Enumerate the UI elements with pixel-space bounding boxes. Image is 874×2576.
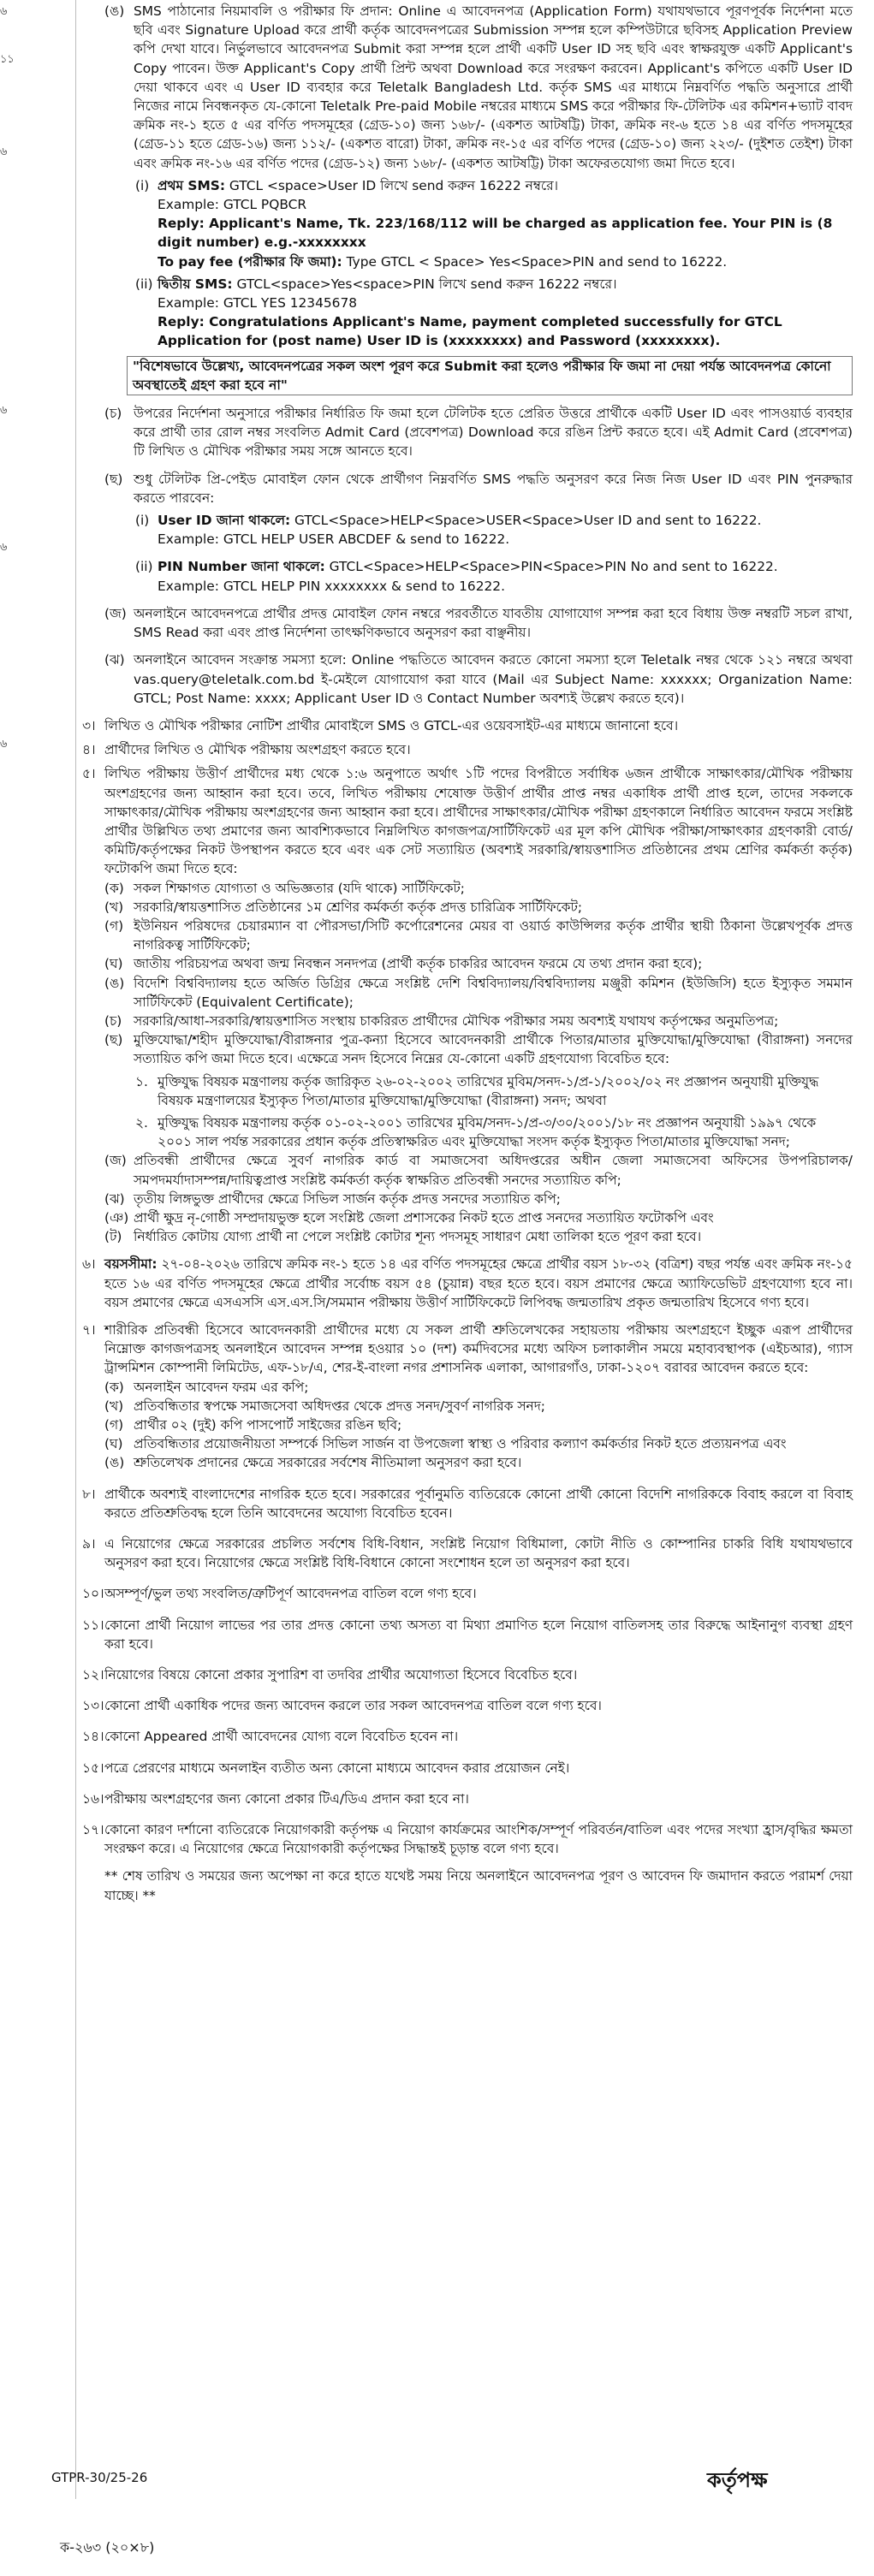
footnote: ** শেষ তারিখ ও সময়ের জন্য অপেক্ষা না করে হাতে যথেষ্ট সময় নিয়ে অনলাইনে আবেদনপত্র পূরণ ও আবেদন ফি জমাদান করতে পরামর্শ দেয়া যাচ্ছে। **: [104, 1868, 853, 1903]
item-number: ১৬।: [82, 1790, 104, 1807]
item-9: [82, 1534, 853, 1572]
doc-item: [104, 974, 853, 1012]
margin-mark: ১১: [0, 53, 15, 66]
step-number: (i): [135, 177, 150, 193]
item-text: কোনো Appeared প্রার্থী আবেদনের যোগ্য বলে বিবেচিত হবেন না।: [104, 1729, 459, 1745]
item-text: লিখিত ও মৌখিক পরীক্ষার নোটিশ প্রার্থীর মোবাইলে SMS ও GTCL-এর ওয়েবসাইট-এর মাধ্যমে জানানো হবে।: [104, 717, 679, 733]
item-4: [82, 740, 853, 759]
step-example: Example: GTCL YES 12345678: [158, 295, 358, 312]
item-number: ১১।: [82, 1617, 104, 1633]
doc-item-text: প্রতিবন্ধী প্রার্থীদের ক্ষেত্রে সুবর্ণ নাগরিক কার্ড বা সমাজসেবা অধিদপ্তরের অধীন জেলা সমাজসেবা অফিসের উপপরিচালক/সমপদমর্যাদাসম্পন্ন/দায়িত্বপ্রাপ্ত সংশ্লিষ্ট কর্মকর্তা কর্তৃক স্বাক্ষরিত প্রতিবন্ধী সনদের সত্যায়িত কপি;: [134, 1153, 853, 1188]
item-10: [82, 1584, 853, 1603]
fee-label: To pay fee (পরীক্ষার ফি জমা):: [158, 253, 342, 270]
doc-item-number: (চ): [104, 1012, 122, 1029]
doc-item: [104, 898, 853, 917]
item-13: [82, 1696, 853, 1715]
clause-recovery: [104, 470, 853, 507]
doc-item-number: (খ): [104, 899, 124, 915]
margin-mark: ৬: [0, 5, 8, 18]
item-number: ৩।: [82, 717, 96, 733]
margin-mark: ৬: [0, 738, 8, 751]
doc-item: [104, 1030, 853, 1068]
fee-text: Type GTCL < Space> Yes<Space>PIN and send to 16222.: [342, 253, 728, 270]
doc-item: [104, 1434, 853, 1453]
step-reply: Reply: Applicant's Name, Tk. 223/168/112 will be charged as application fee. Your PIN is (8 digit number) e.g.-xxxxxxxx: [158, 216, 833, 251]
doc-item-number: (ক): [104, 880, 124, 896]
doc-item-text: সরকারি/আধা-সরকারি/স্বায়ত্তশাসিত সংস্থায় চাকরিরত প্রার্থীদের মৌখিক পরীক্ষার সময় অবশ্যই যথাযথ কর্তৃপক্ষের অনুমতিপত্র;: [134, 1012, 779, 1029]
doc-item-number: (ঙ): [104, 975, 125, 991]
item-12: [82, 1665, 853, 1684]
doc-item-text: সরকারি/স্বায়ত্তশাসিত প্রতিষ্ঠানের ১ম শ্রেণির কর্মকর্তা কর্তৃক প্রদত্ত চারিত্রিক সার্টিফিকেট;: [134, 899, 583, 915]
item-5: [82, 764, 853, 878]
item-text: কোনো কারণ দর্শানো ব্যতিরেকে নিয়োগকারী কর্তৃপক্ষ এ নিয়োগ কার্যক্রমের আংশিক/সম্পূর্ণ পরিবর্তন/বাতিল এবং পদের সংখ্যা হ্রাস/বৃদ্ধির ক্ষমতা সংরক্ষণ করে। এ নিয়োগের ক্ষেত্রে নিয়োগকারী কর্তৃপক্ষের সিদ্ধান্তই চূড়ান্ত বলে গণ্য হবে।: [104, 1822, 853, 1857]
margin-mark: ৬: [0, 541, 8, 554]
item-number: ১৫।: [82, 1760, 104, 1776]
doc-item-text: ইউনিয়ন পরিষদের চেয়ারম্যান বা পৌরসভা/সিটি কর্পোরেশনের মেয়র বা ওয়ার্ড কাউন্সিলর কর্তৃক প্রার্থীর স্থায়ী ঠিকানা উল্লেখপূর্বক প্রদত্ত নাগরিকত্ব সার্টিফিকেট;: [134, 917, 853, 953]
item-text: প্রার্থীদের লিখিত ও মৌখিক পরীক্ষায় অংশগ্রহণ করতে হবে।: [104, 742, 411, 758]
step-number: (ii): [135, 276, 153, 292]
item-number: ৬।: [82, 1256, 96, 1273]
item-14: [82, 1727, 853, 1746]
item-number: ৭।: [82, 1322, 96, 1338]
item-8: [82, 1485, 853, 1522]
doc-item-number: (ঘ): [104, 1436, 123, 1452]
margin-mark: ৬: [0, 145, 8, 158]
clause-number: (ছ): [104, 471, 123, 487]
clause-text: SMS পাঠানোর নিয়মাবলি ও পরীক্ষার ফি প্রদান: Online এ আবেদনপত্র (Application Form) যথাযথভাবে পূরণপূর্বক নির্দেশনা মতে ছবি এবং Signature Upload করে প্রার্থী কর্তৃক আবেদনপত্রের Submission সম্পন্ন হলে কম্পিউটারে ছবিসহ Application Preview কপি দেখা যাবে। নির্ভুলভাবে আবেদনপত্র Submit করা সম্পন্ন হলে প্রার্থী একটি User ID সহ ছবি এবং স্বাক্ষরযুক্ত একটি Applicant's Copy পাবেন। উক্ত Applicant's Copy প্রার্থী প্রিন্ট অথবা Download করে সংরক্ষণ করবেন। Applicant's কপিতে একটি User ID দেয়া থাকবে এবং এ User ID ব্যবহার করে Teletalk Bangladesh Ltd. কর্তৃক SMS এর মাধ্যমে নিম্নবর্ণিত পদ্ধতি অনুসারে প্রার্থী নিজের নামে নিবন্ধনকৃত যে-কোনো Teletalk Pre-paid Mobile নম্বরের মাধ্যমে SMS করে পরীক্ষার ফি-টেলিটক এর কমিশন+ভ্যাট বাবদ ক্রমিক নং-১ হতে ৫ এর বর্ণিত পদসমূহের (গ্রেড-১০) জন্য ১৬৮/- (একশত আটষট্টি) টাকা, ক্রমিক নং-৬ হতে ১৪ এর বর্ণিত পদসমূহের (গ্রেড-১১ হতে গ্রেড-১৬) জন্য ১১২/- (একশত বারো) টাকা, ক্রমিক নং-১৫ এর বর্ণিত পদের (গ্রেড-১০) জন্য ২২৩/- (দুইশত তেইশ) টাকা এবং ক্রমিক নং-১৬ এর বর্ণিত পদের (গ্রেড-১২) জন্য ১৬৮/- (একশত আটষট্টি) টাকা অফেরতযোগ্য জমা দিতে হবে।: [134, 3, 853, 171]
doc-item-number: (গ): [104, 1417, 124, 1433]
item-6-age-limit: [82, 1255, 853, 1312]
clause-number: (ঙ): [104, 3, 125, 19]
reference-code: GTPR-30/25-26: [51, 2470, 148, 2485]
doc-item-text: তৃতীয় লিঙ্গভুক্ত প্রার্থীদের ক্ষেত্রে সিভিল সার্জন কর্তৃক প্রদত্ত সনদের সত্যায়িত কপি;: [134, 1190, 561, 1207]
doc-item: [104, 917, 853, 954]
item-3: [82, 716, 853, 735]
step-example: Example: GTCL HELP USER ABCDEF & send to 16222.: [158, 531, 510, 548]
step-example: Example: GTCL HELP PIN xxxxxxxx & send to 16222.: [158, 578, 505, 594]
doc-item-text: প্রার্থীর ০২ (দুই) কপি পাসপোর্ট সাইজের রঙিন ছবি;: [134, 1417, 402, 1433]
sms-recover-pin: [135, 557, 853, 595]
sms-step-second: [135, 275, 853, 351]
step-label: User ID জানা থাকলে:: [158, 513, 291, 529]
item-number: ১৪।: [82, 1729, 104, 1745]
print-code: ক-২৬৩ (২০×৮): [60, 2539, 155, 2555]
option-number: ১.: [135, 1073, 148, 1089]
clause-sms-fee: [104, 2, 853, 173]
doc-item-number: (ঘ): [104, 956, 123, 972]
clause-text: শুধু টেলিটক প্রি-পেইড মোবাইল ফোন থেকে প্রার্থীগণ নিম্নবর্ণিত SMS পদ্ধতি অনুসরণ করে নিজ নিজ User ID এবং PIN পুনরুদ্ধার করতে পারবেন:: [134, 471, 853, 506]
doc-item: [104, 879, 853, 898]
clause-admit-card: [104, 404, 853, 461]
doc-item: [104, 1208, 853, 1227]
item-7: [82, 1321, 853, 1378]
doc-item-text: প্রার্থী ক্ষুদ্র নৃ-গোষ্ঠী সম্প্রদায়ভুক্ত হলে সংশ্লিষ্ট জেলা প্রশাসকের নিকট হতে প্রাপ্ত সনদের সত্যায়িত ফটোকপি এবং: [134, 1209, 714, 1226]
item-text: প্রার্থীকে অবশ্যই বাংলাদেশের নাগরিক হতে হবে। সরকারের পূর্বানুমতি ব্যতিরেকে কোনো প্রার্থী কোনো বিদেশি নাগরিককে বিবাহ করলে বা বিবাহ করতে প্রতিশ্রুতিবদ্ধ হলে তিনি আবেদনের অযোগ্য বিবেচিত হবেন।: [104, 1486, 853, 1521]
left-margin-rule: [75, 0, 76, 2499]
step-label: দ্বিতীয় SMS:: [158, 276, 233, 292]
step-number: (i): [135, 513, 150, 529]
doc-item: [104, 1227, 853, 1246]
item-16: [82, 1790, 853, 1808]
fee-warning-note: "বিশেষভাবে উল্লেখ্য, আবেদনপত্রের সকল অংশ পূরণ করে Submit করা হলেও পরীক্ষার ফি জমা না দেয়া পর্যন্ত আবেদনপত্র কোনো অবস্থাতেই গ্রহণ করা হবে না": [127, 356, 853, 395]
sms-step-first: [135, 176, 853, 271]
doc-item: [104, 1378, 853, 1397]
clause-text: অনলাইনে আবেদন সংক্রান্ত সমস্যা হলে: Online পদ্ধতিতে আবেদন করতে কোনো সমস্যা হলে Teletalk নম্বর থেকে ১২১ নম্বরে অথবা vas.query@teletalk.com.bd ই-মেইলে যোগাযোগ করা যাবে (Mail এর Subject Name: xxxxxx; Organization Name: GTCL; Post Name: xxxx; Applicant User ID ও Contact Number অবশ্যই উল্লেখ করতে হবে)।: [134, 652, 853, 706]
doc-item-text: নির্ধারিত কোটায় যোগ্য প্রার্থী না পেলে সংশ্লিষ্ট কোটার শূন্য পদসমূহ সাধারণ মেধা তালিকা হতে পূরণ করা হবে।: [134, 1229, 702, 1245]
item-number: ৫।: [82, 766, 96, 782]
doc-item-number: (ক): [104, 1379, 124, 1395]
doc-item-text: জাতীয় পরিচয়পত্র অথবা জন্ম নিবন্ধন সনদপত্র (প্রার্থী কর্তৃক চাকরির আবেদন ফরমে যে তথ্য প্রদান করা হবে);: [134, 956, 703, 972]
certificate-option: [135, 1072, 853, 1110]
item-text: নিয়োগের বিষয়ে কোনো প্রকার সুপারিশ বা তদবির প্রার্থীর অযোগ্যতা হিসেবে বিবেচিত হবে।: [104, 1667, 578, 1683]
certificate-option: [135, 1113, 853, 1151]
doc-item-number: (ঞ): [104, 1209, 129, 1226]
item-number: ১২।: [82, 1667, 104, 1683]
doc-item: [104, 954, 853, 973]
step-label: প্রথম SMS:: [158, 177, 225, 193]
item-11: [82, 1616, 853, 1653]
option-number: ২.: [135, 1114, 148, 1131]
doc-item-text: সকল শিক্ষাগত যোগ্যতা ও অভিজ্ঞতার (যদি থাকে) সার্টিফিকেট;: [134, 880, 465, 896]
item-text: এ নিয়োগের ক্ষেত্রে সরকারের প্রচলিত সর্বশেষ বিধি-বিধান, সংশ্লিষ্ট নিয়োগ বিধিমালা, কোটা নীতি ও কোম্পানির চাকরি বিধি যথাযথভাবে অনুসরণ করা হবে। নিয়োগের ক্ষেত্রে সংশ্লিষ্ট বিধি-বিধানে কোনো সংশোধন হলে তা অনুসরণ করা হবে।: [104, 1536, 853, 1571]
step-text: GTCL<Space>HELP<Space>USER<Space>User ID and sent to 16222.: [290, 513, 762, 529]
step-text: GTCL<space>Yes<space>PIN লিখে send করুন 16222 নম্বরে।: [232, 276, 617, 292]
item-text: শারীরিক প্রতিবন্ধী হিসেবে আবেদনকারী প্রার্থীদের মধ্যে যে সকল প্রার্থী শ্রুতিলেখকের সহায়তায় পরীক্ষায় অংশগ্রহণে ইচ্ছুক এরূপ প্রার্থীদের নিম্নোক্ত কাগজপত্রসহ অনলাইনে আবেদন সম্পন্ন হওয়ার ১০ (দশ) কর্মদিবসের মধ্যে অফিস চলাকালীন সময়ে মহাব্যবস্থাপক (এইচআর), গ্যাস ট্রান্সমিশন কোম্পানী লিমিটেড, এফ-১৮/এ, শের-ই-বাংলা নগর প্রশাসনিক এলাকা, আগারগাঁও, ঢাকা-১২০৭ বরাবর আবেদন করতে হবে:: [104, 1322, 853, 1376]
clause-number: (জ): [104, 605, 127, 621]
item-text: কোনো প্রার্থী একাধিক পদের জন্য আবেদন করলে তার সকল আবেদনপত্র বাতিল বলে গণ্য হবে।: [104, 1698, 602, 1714]
clause-support: [104, 650, 853, 708]
item-text: ২৭-০৪-২০২৬ তারিখে ক্রমিক নং-১ হতে ১৪ এর বর্ণিত পদসমূহের ক্ষেত্রে প্রার্থীর বয়স ১৮-৩২ (বত্রিশ) বছর পর্যন্ত এবং ক্রমিক নং-১৫ হতে ১৬ এর বর্ণিত পদসমূহের ক্ষেত্রে প্রার্থীর সর্বোচ্চ বয়স ৫৪ (চুয়ান্ন) বছর হতে হবে। বয়স প্রমাণের ক্ষেত্রে অ্যাফিডেভিট গ্রহণযোগ্য হবে না। বয়স প্রমাণের ক্ষেত্রে এসএসসি এস.এস.সি/সমমান পরীক্ষায় উত্তীর্ণ সার্টিফিকেটে লিপিবদ্ধ জন্মতারিখ প্রকৃত জন্মতারিখ হিসেবে গণ্য হবে।: [104, 1256, 853, 1310]
clause-text: অনলাইনে আবেদনপত্রে প্রার্থীর প্রদত্ত মোবাইল ফোন নম্বরে পরবর্তীতে যাবতীয় যোগাযোগ সম্পন্ন করা হবে বিধায় উক্ত নম্বরটি সচল রাখা, SMS Read করা এবং প্রাপ্ত নির্দেশনা তাৎক্ষণিকভাবে অনুসরণ করা বাঞ্ছনীয়।: [134, 605, 853, 641]
doc-item-number: (গ): [104, 917, 124, 934]
doc-item-number: (খ): [104, 1398, 124, 1414]
doc-item-number: (ছ): [104, 1032, 123, 1048]
item-text: পত্রে প্রেরণের মাধ্যমে অনলাইন ব্যতীত অন্য কোনো মাধ্যমে আবেদন করার প্রয়োজন নেই।: [104, 1760, 570, 1776]
clause-mobile-contact: [104, 604, 853, 642]
doc-item-text: বিদেশি বিশ্ববিদ্যালয় হতে অর্জিত ডিগ্রির ক্ষেত্রে সংশ্লিষ্ট দেশি বিশ্ববিদ্যালয়/বিশ্ববিদ্যালয় মঞ্জুরী কমিশন (ইউজিসি) হতে ইস্যুকৃত সমমান সার্টিফিকেট (Equivalent Certificate);: [134, 975, 853, 1010]
doc-item-number: (জ): [104, 1153, 127, 1169]
step-text: GTCL<Space>HELP<Space>PIN<Space>PIN No and sent to 16222.: [324, 559, 778, 575]
age-label: বয়সসীমা:: [104, 1256, 158, 1273]
item-text: অসম্পূর্ণ/ভুল তথ্য সংবলিত/ত্রুটিপূর্ণ আবেদনপত্র বাতিল বলে গণ্য হবে।: [104, 1586, 477, 1602]
step-example: Example: GTCL PQBCR: [158, 197, 307, 213]
item-17: [82, 1820, 853, 1858]
option-text: মুক্তিযুদ্ধ বিষয়ক মন্ত্রণালয় কর্তৃক ০১-০২-২০০১ তারিখের মুবিম/সনদ-১/প্র-৩/৩০/২০০১/১৮ নং প্রজ্ঞাপন অনুযায়ী ১৯৯৭ থেকে ২০০১ সাল পর্যন্ত সরকারের প্রধান কর্তৃক প্রতিস্বাক্ষরিত এবং মুক্তিযোদ্ধা সংসদ কর্তৃক ইস্যুকৃত পিতা/মাতার মুক্তিযোদ্ধা সনদ;: [158, 1114, 817, 1150]
item-number: ১০।: [82, 1586, 104, 1602]
doc-item-number: (ঝ): [104, 1190, 125, 1207]
notice-body: [82, 2, 853, 1905]
clause-number: (চ): [104, 406, 122, 422]
doc-item-text: প্রতিবন্ধিতার প্রয়োজনীয়তা সম্পর্কে সিভিল সার্জন বা উপজেলা স্বাস্থ্য ও পরিবার কল্যাণ কর্মকর্তার নিকট হতে প্রত্যয়নপত্র এবং: [134, 1436, 787, 1452]
doc-item: [104, 1453, 853, 1472]
item-number: ৯।: [82, 1536, 96, 1552]
item-15: [82, 1759, 853, 1778]
doc-item-text: মুক্তিযোদ্ধা/শহীদ মুক্তিযোদ্ধা/বীরাঙ্গনার পুত্র-কন্যা হিসেবে আবেদনকারী প্রার্থীকে পিতার/মাতার মুক্তিযোদ্ধা/মুক্তিযোদ্ধা (বীরাঙ্গনা) সনদের সত্যায়িত কপি জমা দিতে হবে। এক্ষেত্রে সনদ হিসেবে নিম্নের যে-কোনো একটি গ্রহণযোগ্য বিবেচিত হবে:: [134, 1032, 853, 1067]
doc-item-number: (ঙ): [104, 1455, 125, 1471]
item-text: লিখিত পরীক্ষায় উত্তীর্ণ প্রার্থীদের মধ্য থেকে ১:৬ অনুপাতে অর্থাৎ ১টি পদের বিপরীতে সর্বাধিক ৬জন প্রার্থীকে সাক্ষাৎকার/মৌখিক পরীক্ষায় অংশগ্রহণের জন্য আহ্বান করা হবে। তবে, লিখিত পরীক্ষায় শেষোক্ত উত্তীর্ণ প্রার্থীর প্রাপ্ত নম্বর একাধিক প্রার্থী প্রাপ্ত হলে, তাদের সকলকে সাক্ষাৎকার/মৌখিক পরীক্ষায় অংশগ্রহণের জন্য আহ্বান করা হবে। প্রার্থীদের সাক্ষাৎকার/মৌখিক পরীক্ষা গ্রহণকালে নির্ধারিত আবেদন ফরমে সংশ্লিষ্ট প্রার্থীর উল্লিখিত তথ্য প্রমাণের জন্য আবশ্যিকভাবে নিম্নলিখিত কাগজপত্র/সার্টিফিকেট এর মূল কপি মৌখিক পরীক্ষা/সাক্ষাৎকার গ্রহণকারী বোর্ড/কমিটি/কর্তৃপক্ষের নিকট উপস্থাপন করতে হবে এবং এক সেট সত্যায়িত (অবশ্যই সরকারি/স্বায়ত্তশাসিত প্রতিষ্ঠানের প্রথম শ্রেণির কর্মকর্তা কর্তৃক) ফটোকপি জমা দিতে হবে:: [104, 766, 853, 877]
step-reply: Reply: Congratulations Applicant's Name, payment completed successfully for GTCL Application for (post name) User ID is (xxxxxxxx) and Password (xxxxxxxx).: [158, 314, 782, 349]
item-text: কোনো প্রার্থী নিয়োগ লাভের পর তার প্রদত্ত কোনো তথ্য অসত্য বা মিথ্যা প্রমাণিত হলে নিয়োগ বাতিলসহ তার বিরুদ্ধে আইনানুগ ব্যবস্থা গ্রহণ করা হবে।: [104, 1617, 853, 1652]
doc-item: [104, 1151, 853, 1189]
doc-item-text: শ্রুতিলেখক প্রদানের ক্ষেত্রে সরকারের সর্বশেষ নীতিমালা অনুসরণ করা হবে।: [134, 1455, 522, 1471]
option-text: মুক্তিযুদ্ধ বিষয়ক মন্ত্রণালয় কর্তৃক জারিকৃত ২৬-০২-২০০২ তারিখের মুবিম/সনদ-১/প্র-১/২০০২/০২ নং প্রজ্ঞাপন অনুযায়ী মুক্তিযুদ্ধ বিষয়ক মন্ত্রণালয়ের ইস্যুকৃত পিতা/মাতার মুক্তিযোদ্ধা/মুক্তিযোদ্ধা (বীরাঙ্গনা) সনদ; অথবা: [158, 1073, 819, 1108]
clause-number: (ঝ): [104, 652, 125, 668]
doc-item: [104, 1416, 853, 1434]
sms-recover-userid: [135, 511, 853, 549]
doc-item: [104, 1397, 853, 1416]
authority-signature: কর্তৃপক্ষ: [707, 2468, 768, 2492]
item-text: পরীক্ষায় অংশগ্রহণের জন্য কোনো প্রকার টিএ/ডিএ প্রদান করা হবে না।: [104, 1790, 469, 1807]
item-number: ১৩।: [82, 1698, 104, 1714]
doc-item: [104, 1190, 853, 1208]
margin-mark: ৬: [0, 404, 8, 417]
item-number: ১৭।: [82, 1822, 104, 1838]
doc-item-text: অনলাইন আবেদন ফরম এর কপি;: [134, 1379, 309, 1395]
doc-item: [104, 1012, 853, 1030]
item-number: ৮।: [82, 1486, 96, 1502]
step-number: (ii): [135, 559, 153, 575]
doc-item-number: (ট): [104, 1229, 122, 1245]
step-text: GTCL <space>User ID লিখে send করুন 16222 নম্বরে।: [225, 177, 559, 193]
doc-item-text: প্রতিবন্ধিতার স্বপক্ষে সমাজসেবা অধিদপ্তর থেকে প্রদত্ত সনদ/সুবর্ণ নাগরিক সনদ;: [134, 1398, 545, 1414]
item-number: ৪।: [82, 742, 96, 758]
step-label: PIN Number জানা থাকলে:: [158, 559, 325, 575]
clause-text: উপরের নির্দেশনা অনুসারে পরীক্ষার নির্ধারিত ফি জমা হলে টেলিটক হতে প্রেরিত উত্তরে প্রার্থীকে একটি User ID এবং পাসওয়ার্ড ব্যবহার করে প্রার্থী তার রোল নম্বর সংবলিত Admit Card (প্রবেশপত্র) Download করে রঙিন প্রিন্ট করতে হবে। এই Admit Card (প্রবেশপত্র) টি লিখিত ও মৌখিক পরীক্ষার সময় সঙ্গে আনতে হবে।: [134, 406, 853, 460]
